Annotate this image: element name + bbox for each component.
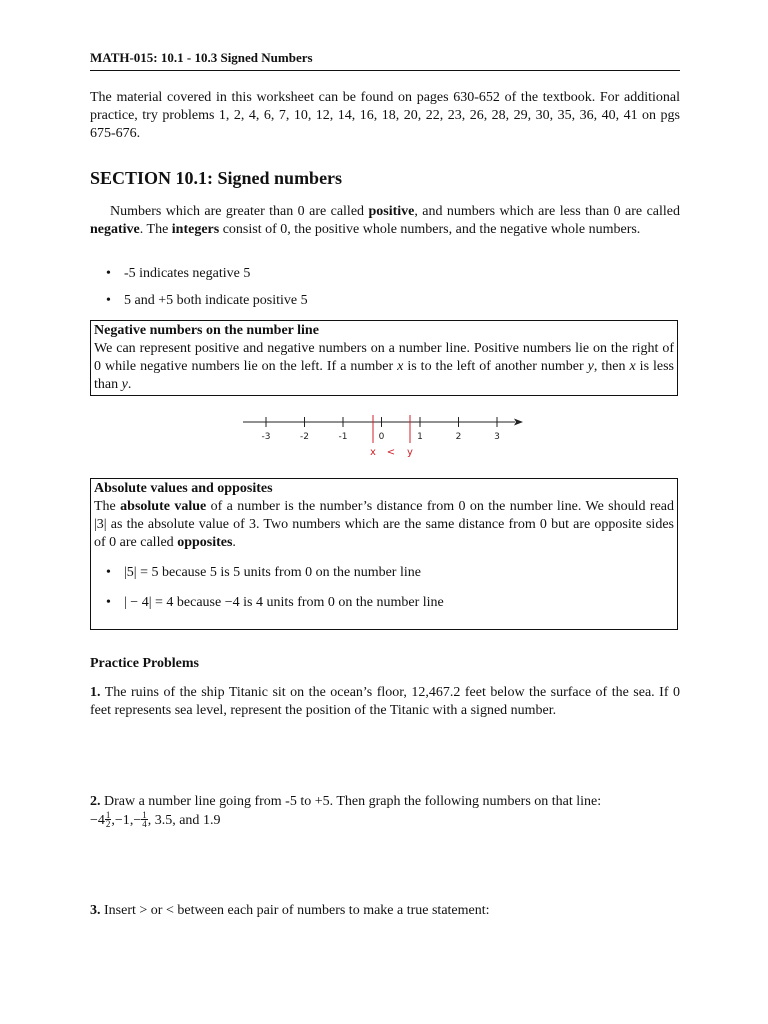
problem-2 (90, 793, 680, 830)
fraction-numerator: 1 (142, 810, 147, 820)
box-title: Absolute values and opposites (94, 481, 273, 496)
list-item (104, 594, 664, 612)
tick-label: -2 (300, 432, 309, 442)
text-run: . (127, 377, 132, 392)
list-item: • 5 and +5 both indicate positive 5 (104, 292, 664, 310)
separator: , (129, 813, 134, 828)
section-title: SECTION 10.1: Signed numbers (90, 168, 343, 188)
less-than-label: < (386, 447, 396, 458)
fraction-denominator: 2 (105, 819, 111, 829)
number: 3.5 (154, 813, 173, 828)
box-title: Negative numbers on the number line (94, 323, 319, 338)
tick-label: 0 (378, 432, 385, 442)
tick-group (262, 417, 500, 442)
text-run: because 5 is 5 units from 0 on the number line (158, 565, 421, 580)
separator: , and (172, 813, 203, 828)
tick-label: 2 (455, 432, 462, 442)
text-run: is less than (94, 359, 674, 392)
y-label: y (407, 447, 413, 458)
var-y: y (121, 377, 128, 392)
text-run: . (232, 535, 236, 550)
problem-number: 3. (90, 903, 101, 918)
signed-numbers-paragraph (90, 203, 680, 239)
page-header: MATH-015: 10.1 - 10.3 Signed Numbers (90, 49, 680, 71)
fraction-numerator: 1 (105, 810, 111, 820)
separator: , (111, 813, 115, 828)
list-item: • -5 indicates negative 5 (104, 265, 664, 283)
text-run: We can represent positive and negative numbers on a number line. Positive numbers lie on the right of 0 while negative numbers lie on the left. If a number (94, 341, 674, 374)
absolute-value-box (90, 478, 678, 630)
problem-text: Draw a number line going from -5 to +5. Then graph the following numbers on that line: (100, 794, 602, 809)
problem-number: 2. (90, 794, 101, 809)
tick-label: 3 (494, 432, 500, 442)
var-y: y (587, 359, 594, 374)
text-run: or (147, 903, 166, 918)
text-run: , then (593, 359, 630, 374)
term-negative: negative (90, 222, 140, 237)
tick-label: -3 (261, 432, 271, 442)
text-run: because (173, 595, 225, 610)
var-x: x (629, 359, 636, 374)
var-x: x (397, 359, 404, 374)
number-line-definition-box (90, 320, 678, 396)
intro-paragraph: The material covered in this worksheet can be found on pages 630-652 of the textbook. For additional practice, try problems 1, 2, 4, 6, 7, 10, 12, 14, 16, 18, 20, 22, 23, 26, 28, 29, 30, 35, 36, 40, 41 on pgs 675-676. (90, 90, 680, 141)
problem-text: The ruins of the ship Titanic sit on the ocean’s floor, 12,467.2 feet below the surface of the sea. If 0 feet represents sea level, represent the position of the Titanic with a signed number. (90, 685, 680, 718)
number: 1.9 (202, 813, 221, 828)
tick-label: -1 (338, 432, 348, 442)
term-integers: integers (171, 222, 220, 237)
number-whole: −4 (90, 813, 105, 828)
math-expression: | − 4| = 4 (124, 595, 174, 610)
numbers-to-graph (90, 810, 221, 829)
number-sign: − (133, 813, 142, 828)
problem-3 (90, 902, 680, 920)
box-text (94, 498, 674, 552)
absolute-value-examples (104, 564, 664, 612)
text-run: Numbers which are greater than 0 are called (110, 204, 369, 219)
arrow-right-icon (514, 419, 523, 426)
text-run: is to the left of another number (403, 359, 588, 374)
term-positive: positive (368, 204, 415, 219)
text-run: The (94, 499, 121, 514)
text-run: consist of 0, the positive whole numbers, and the negative whole numbers. (219, 222, 641, 237)
text-run: Insert (100, 903, 140, 918)
separator: , (147, 813, 155, 828)
signed-examples-list (104, 265, 664, 310)
greater-than-symbol: > (139, 903, 148, 918)
math-abs-3: |3| (94, 517, 107, 532)
text-run: between each pair of numbers to make a true statement: (173, 903, 490, 918)
fraction-denominator: 4 (142, 819, 147, 829)
number-line-figure (240, 410, 540, 462)
math-expression: −4 (224, 595, 240, 610)
text-run: , and numbers which are less than 0 are called (414, 204, 680, 219)
text-run: is 4 units from 0 on the number line (239, 595, 444, 610)
tick-label: 1 (417, 432, 423, 442)
text-run: . The (139, 222, 172, 237)
problem-1 (90, 684, 680, 720)
x-label: x (370, 447, 376, 458)
list-item (104, 564, 664, 582)
number: −1 (114, 813, 130, 828)
text-run: of a number is the number’s distance from 0 on the number line. We should read (206, 499, 674, 514)
practice-problems-title: Practice Problems (90, 656, 199, 671)
text-run: as the absolute value of 3. Two numbers which are the same distance from 0 but are opposite sides of 0 are called (94, 517, 674, 550)
term-opposites: opposites (177, 535, 233, 550)
less-than-symbol: < (165, 903, 174, 918)
term-absolute-value: absolute value (120, 499, 207, 514)
math-expression: |5| = 5 (124, 565, 159, 580)
problem-number: 1. (90, 685, 101, 700)
box-text (94, 340, 674, 394)
